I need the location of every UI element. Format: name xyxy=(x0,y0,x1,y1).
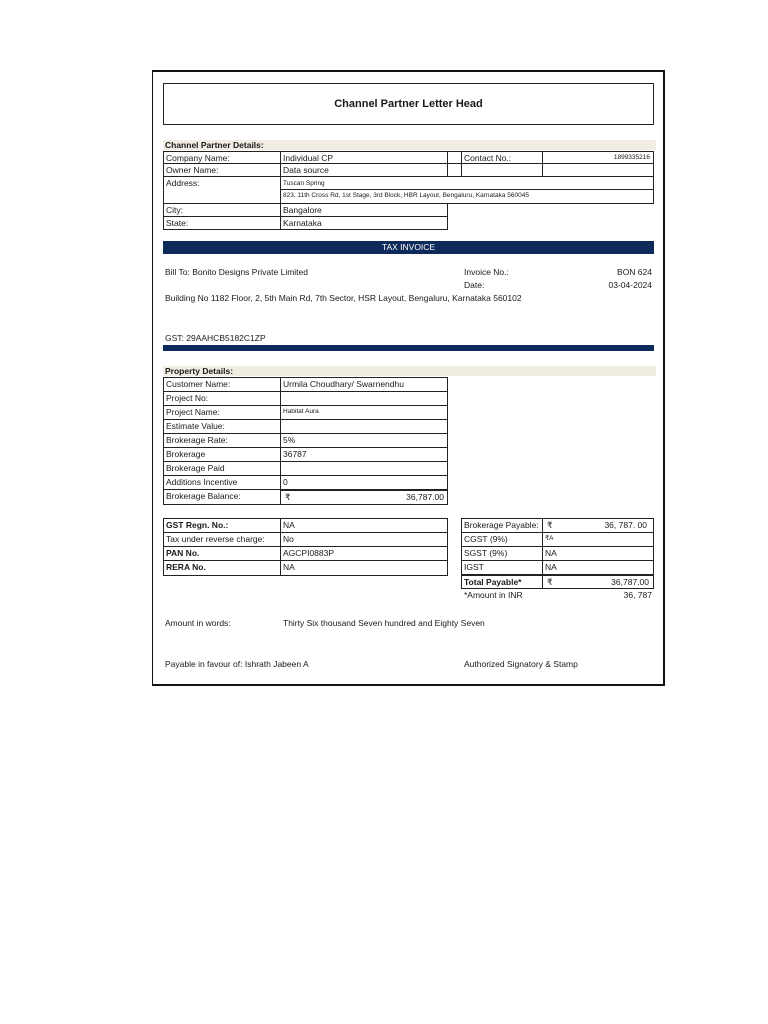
brokerage-payable-label: Brokerage Payable: xyxy=(461,518,543,533)
currency-symbol: ₹ xyxy=(547,520,553,530)
spacer-cell xyxy=(447,163,462,177)
property-label: Estimate Value: xyxy=(163,419,281,434)
igst-value: NA xyxy=(542,560,654,575)
amount-in-inr-note: *Amount in INR xyxy=(464,590,523,600)
property-label: Customer Name: xyxy=(163,377,281,392)
property-label: Brokerage Rate: xyxy=(163,433,281,448)
pan-value: AGCPI0883P xyxy=(280,546,448,561)
rera-label: RERA No. xyxy=(163,560,281,576)
brokerage-payable-value: 36, 787. 00 xyxy=(604,520,647,530)
property-value: Urmila Choudhary/ Swarnendhu xyxy=(280,377,448,392)
address-line-2: 823, 11th Cross Rd, 1st Stage, 3rd Block, HBR Layout, Bengaluru, Karnataka 560045 xyxy=(280,189,654,204)
blank-cell xyxy=(542,163,654,177)
property-value: Habitat Aura xyxy=(280,405,448,420)
property-value: 36787 xyxy=(280,447,448,462)
bill-to-address: Building No 1182 Floor, 2, 5th Main Rd, 7th Sector, HSR Layout, Bengaluru, Karnataka 560102 xyxy=(165,293,522,303)
owner-value: Data source xyxy=(280,163,448,177)
property-value xyxy=(280,391,448,406)
reverse-charge-value: No xyxy=(280,532,448,547)
state-label: State: xyxy=(163,216,281,230)
property-section-heading: Property Details: xyxy=(163,366,656,376)
property-value xyxy=(280,419,448,434)
property-label: Brokerage Paid xyxy=(163,461,281,476)
amount-in-inr-value: 36, 787 xyxy=(623,590,652,600)
divider-band xyxy=(163,345,654,351)
brokerage-balance-label: Brokerage Balance: xyxy=(163,489,281,505)
tax-invoice-banner: TAX INVOICE xyxy=(163,241,654,254)
gst-number: GST: 29AAHCB5182C1ZP xyxy=(165,333,266,343)
total-payable-label: Total Payable* xyxy=(461,574,543,589)
pan-label: PAN No. xyxy=(163,546,281,561)
contact-label: Contact No.: xyxy=(461,151,543,164)
blank-cell xyxy=(461,163,543,177)
payable-in-favour: Payable in favour of: Ishrath Jabeen A xyxy=(165,659,309,669)
gst-regn-value: NA xyxy=(280,518,448,533)
letter-head-title: Channel Partner Letter Head xyxy=(163,83,654,125)
property-value: 0 xyxy=(280,475,448,490)
address-label: Address: xyxy=(163,176,281,204)
total-payable-cell xyxy=(542,574,654,589)
brokerage-payable-cell xyxy=(542,518,654,533)
property-label: Project No: xyxy=(163,391,281,406)
igst-label: IGST xyxy=(461,560,543,575)
invoice-no-value: BON 624 xyxy=(617,267,652,277)
property-value xyxy=(280,461,448,476)
amount-in-words-value: Thirty Six thousand Seven hundred and Eighty Seven xyxy=(283,618,485,628)
bill-to: Bill To: Bonito Designs Private Limited xyxy=(165,267,308,277)
cgst-label: CGST (9%) xyxy=(461,532,543,547)
city-value: Bangalore xyxy=(280,203,448,217)
cp-section-heading: Channel Partner Details: xyxy=(163,140,656,150)
cgst-value: ₹A xyxy=(542,532,654,547)
reverse-charge-label: Tax under reverse charge: xyxy=(163,532,281,547)
contact-value: 1899335216 xyxy=(542,151,654,164)
currency-symbol: ₹ xyxy=(547,577,553,587)
owner-label: Owner Name: xyxy=(163,163,281,177)
property-value: 5% xyxy=(280,433,448,448)
brokerage-balance-value: 36,787.00 xyxy=(406,492,444,502)
property-label: Project Name: xyxy=(163,405,281,420)
property-label: Additions Incentive xyxy=(163,475,281,490)
sgst-label: SGST (9%) xyxy=(461,546,543,561)
gst-regn-label: GST Regn. No.: xyxy=(163,518,281,533)
rera-value: NA xyxy=(280,560,448,576)
total-payable-value: 36,787.00 xyxy=(611,577,649,587)
date-value: 03-04-2024 xyxy=(608,280,652,290)
amount-in-words-label: Amount in words: xyxy=(165,618,231,628)
invoice-no-label: Invoice No.: xyxy=(464,267,509,277)
date-label: Date: xyxy=(464,280,485,290)
address-line-1: Tuscan Spring xyxy=(280,176,654,190)
currency-symbol: ₹ xyxy=(285,492,291,502)
property-label: Brokerage xyxy=(163,447,281,462)
state-value: Karnataka xyxy=(280,216,448,230)
city-label: City: xyxy=(163,203,281,217)
brokerage-balance-cell xyxy=(280,489,448,505)
authorized-signatory: Authorized Signatory & Stamp xyxy=(464,659,578,669)
company-value: Individual CP xyxy=(280,151,448,164)
sgst-value: NA xyxy=(542,546,654,561)
company-label: Company Name: xyxy=(163,151,281,164)
